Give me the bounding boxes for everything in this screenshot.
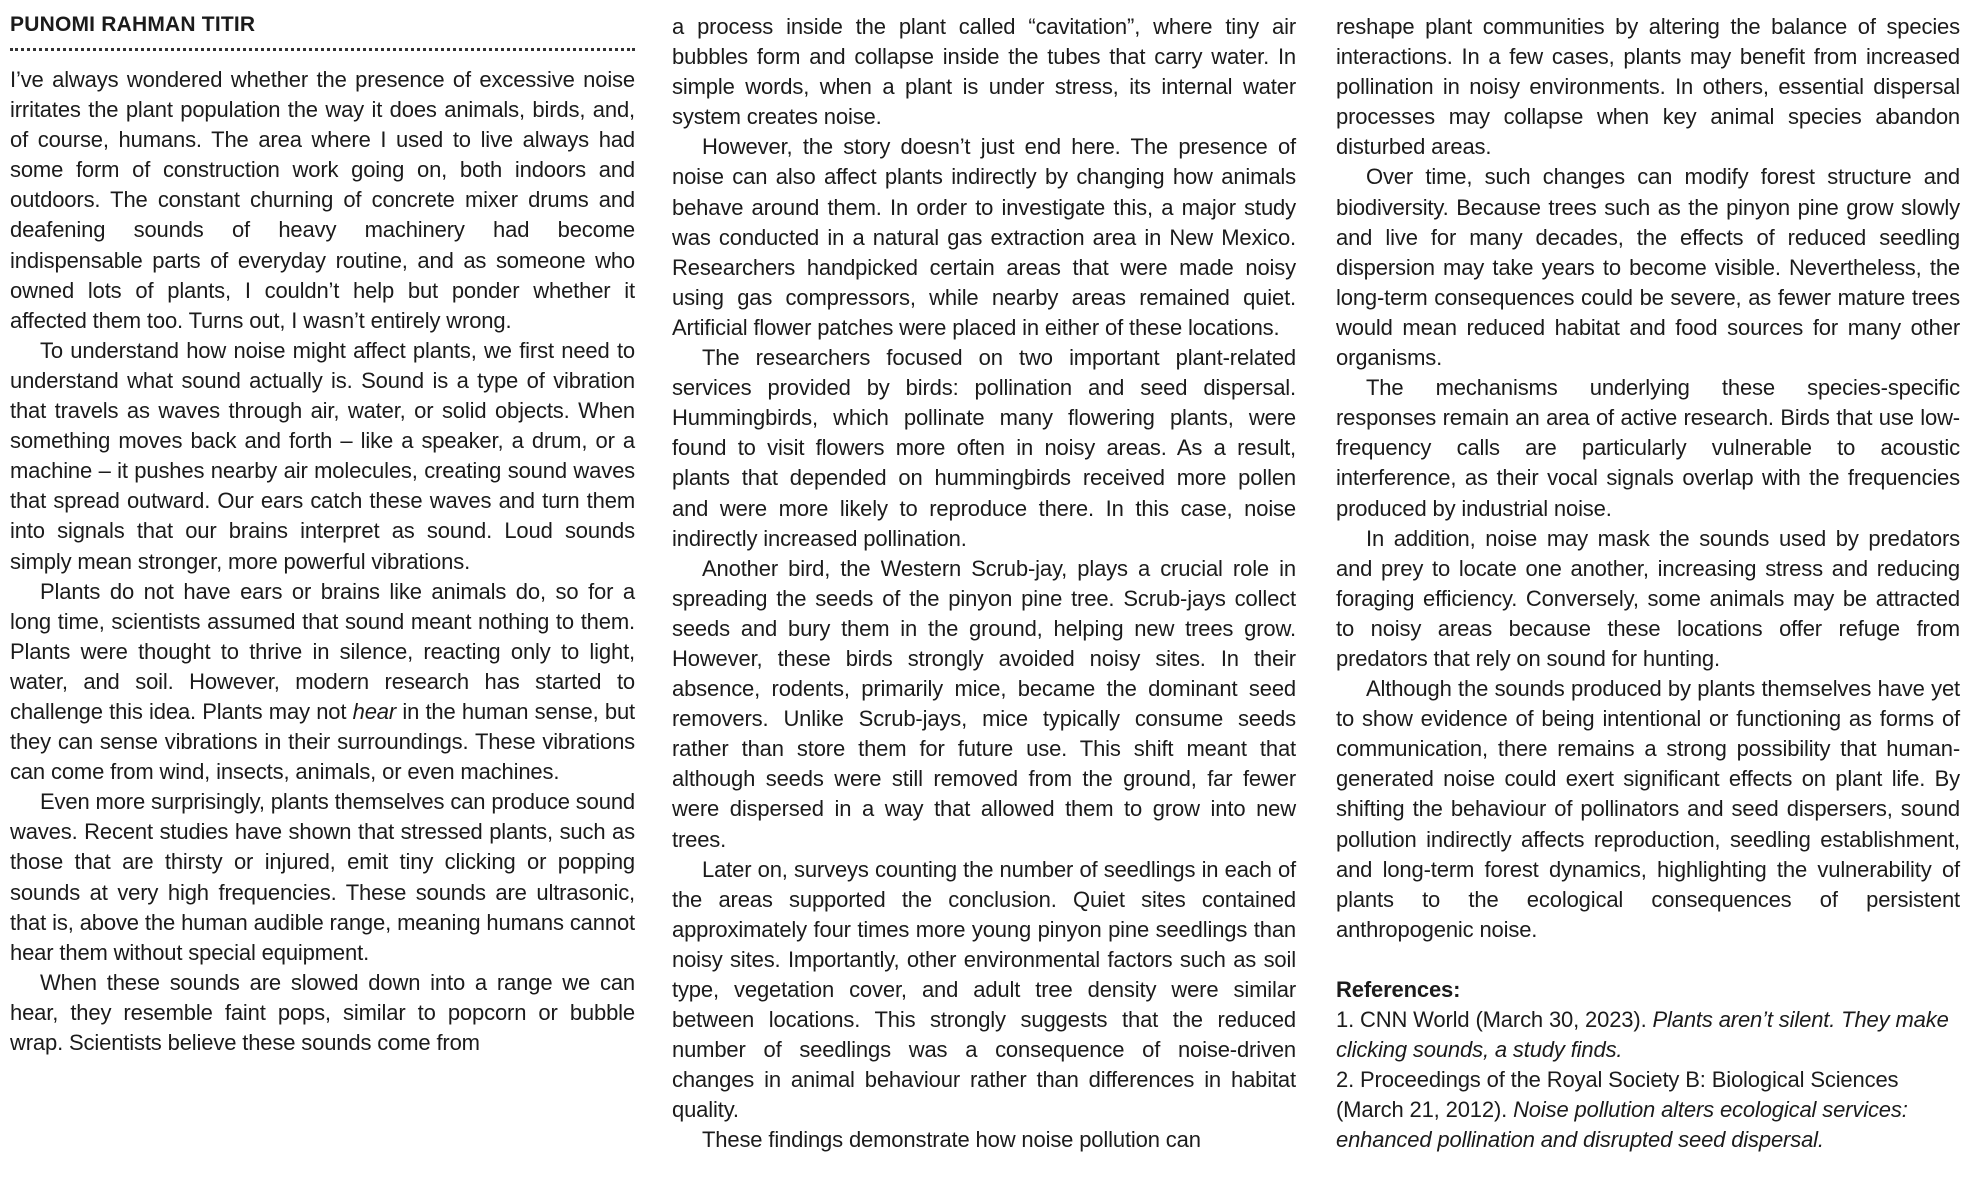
paragraph: a process inside the plant called “cavitation”, where tiny air bubbles form and collapse inside the tubes that carry water. In simple words, when a plant is under stress, its internal water system creates noise. [672,14,1296,130]
reference-item [1336,1065,1960,1155]
paragraph: In addition, noise may mask the sounds used by predators and prey to locate one another, increasing stress and reducing foraging efficiency. Conversely, some animals may be attracted to noisy areas because these locations offer refuge from predators that rely on sound for hunting. [1336,525,1960,671]
reference-source: 1. CNN World (March 30, 2023). [1336,1007,1653,1032]
reference-source: 2. Proceedings of the Royal Society B: Biological Sciences (March 21, 2012). [1336,1067,1899,1123]
paragraph [10,577,635,788]
article-column-1 [10,12,635,1058]
byline-divider [10,48,635,51]
emphasized-word: hear [352,698,397,724]
article-column-2 [672,12,1296,1156]
paragraph: Although the sounds produced by plants themselves have yet to show evidence of being intentional or functioning as forms of communication, there remains a strong possibility that human-generated noise could exert significant effects on plant life. By shifting the behaviour of pollinators and seed dispersers, sound pollution indirectly affects reproduction, seedling establishment, and long-term forest dynamics, highlighting the vulnerability of plants to the ecological consequences of persistent anthropogenic noise. [1336,676,1960,942]
paragraph: Over time, such changes can modify forest structure and biodiversity. Because trees such as the pinyon pine grow slowly and live for many decades, the effects of reduced seedling dispersion may take years to become visible. Nevertheless, the long-term consequences could be severe, as fewer mature trees would mean reduced habitat and food sources for many other organisms. [1336,164,1960,371]
paragraph: reshape plant communities by altering the balance of species interactions. In a few cases, plants may benefit from increased pollination in noisy environments. In others, essential dispersal processes may collapse when key animal species abandon disturbed areas. [1336,14,1960,160]
reference-title: Plants aren’t silent. They make clicking sounds, a study finds. [1336,1007,1949,1063]
paragraph: I’ve always wondered whether the presence of excessive noise irritates the plant population the way it does animals, birds, and, of course, humans. The area where I used to live always had some form of construction work going on, both indoors and outdoors. The constant churning of concrete mixer drums and deafening sounds of heavy machinery had become indispensable parts of everyday routine, and as someone who owned lots of plants, I couldn’t help but ponder whether it affected them too. Turns out, I wasn’t entirely wrong. [10,67,635,333]
reference-item [1336,1005,1960,1065]
article-column-3 [1336,12,1960,1155]
reference-title: Noise pollution alters ecological services: enhanced pollination and disrupted seed dispersal. [1336,1097,1908,1153]
paragraph: Later on, surveys counting the number of seedlings in each of the areas supported the conclusion. Quiet sites contained approximately four times more young pinyon pine seedlings than noisy sites. Importantly, other environmental factors such as soil type, vegetation cover, and adult tree density were similar between locations. This strongly suggests that the reduced number of seedlings was a consequence of noise-driven changes in animal behaviour rather than differences in habitat quality. [672,856,1296,1123]
paragraph: Even more surprisingly, plants themselves can produce sound waves. Recent studies have shown that stressed plants, such as those that are thirsty or injured, emit tiny clicking or popping sounds at very high frequencies. These sounds are ultrasonic, that is, above the human audible range, meaning humans cannot hear them without special equipment. [10,789,635,965]
paragraph: These findings demonstrate how noise pollution can [702,1127,1201,1153]
paragraph-text: in the human sense, but they can sense vibrations in their surroundings. These vibrations can come from wind, insects, animals, or even machines. [10,698,635,785]
paragraph-text: Plants do not have ears or brains like animals do, so for a long time, scientists assumed that sound meant nothing to them. Plants were thought to thrive in silence, reacting only to light, water, and soil. However, modern research has started to challenge this idea. Plants may not [10,578,635,724]
paragraph: The mechanisms underlying these species-specific responses remain an area of active research. Birds that use low-frequency calls are particularly vulnerable to acoustic interference, as their vocal signals overlap with the frequencies produced by industrial noise. [1336,375,1960,521]
references-heading: References: [1336,976,1461,1002]
paragraph: To understand how noise might affect plants, we first need to understand what sound actually is. Sound is a type of vibration that travels as waves through air, water, or solid objects. When something moves back and forth – like a speaker, a drum, or a machine – it pushes nearby air molecules, creating sound waves that spread outward. Our ears catch these waves and turn them into signals that our brains interpret as sound. Loud sounds simply mean stronger, more powerful vibrations. [10,337,635,574]
author-byline: PUNOMI RAHMAN TITIR [10,13,256,36]
paragraph: The researchers focused on two important plant-related services provided by birds: pollination and seed dispersal. Hummingbirds, which pollinate many flowering plants, were found to visit flowers more often in noisy areas. As a result, plants that depended on hummingbirds received more pollen and were more likely to reproduce there. In this case, noise indirectly increased pollination. [672,345,1296,551]
paragraph: However, the story doesn’t just end here. The presence of noise can also affect plants indirectly by changing how animals behave around them. In order to investigate this, a major study was conducted in a natural gas extraction area in New Mexico. Researchers handpicked certain areas that were made noisy using gas compressors, while nearby areas remained quiet. Artificial flower patches were placed in either of these locations. [672,134,1296,340]
paragraph: When these sounds are slowed down into a range we can hear, they resemble faint pops, similar to popcorn or bubble wrap. Scientists believe these sounds come from [10,969,635,1055]
paragraph: Another bird, the Western Scrub-jay, plays a crucial role in spreading the seeds of the pinyon pine tree. Scrub-jays collect seeds and bury them in the ground, helping new trees grow. However, these birds strongly avoided noisy sites. In their absence, rodents, primarily mice, became the dominant seed removers. Unlike Scrub-jays, mice typically consume seeds rather than store them for future use. This shift meant that although seeds were still removed from the ground, far fewer were dispersed in a way that allowed them to grow into new trees. [672,555,1296,852]
